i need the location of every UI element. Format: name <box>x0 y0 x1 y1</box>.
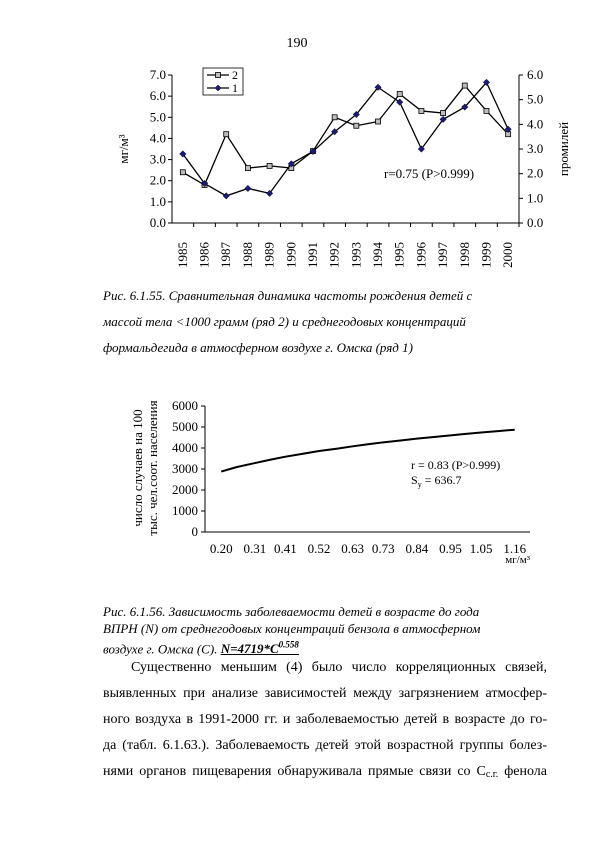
data-point-square <box>484 108 489 113</box>
data-point-square <box>419 108 424 113</box>
caption-line: Рис. 6.1.55. Сравнительная динамика частоты рождения детей с <box>103 288 473 303</box>
x-tick-label: 1997 <box>435 242 451 268</box>
data-point-square <box>224 132 229 137</box>
data-point-diamond <box>245 185 251 191</box>
y-tick-label: 3000 <box>172 461 198 476</box>
body-line: да (табл. 6.1.63.). Заболеваемость детей этой возрастной группы болез- <box>103 738 547 753</box>
body-line: Существенно меньшим (4) было число корреляционных связей, <box>131 660 547 675</box>
data-point-square <box>267 163 272 168</box>
correlation-annotation: r = 0.83 (P>0.999) <box>411 458 501 472</box>
x-tick-label: 1.16 <box>503 541 527 556</box>
x-tick-label: 0.20 <box>209 541 233 556</box>
x-tick-label: 0.84 <box>405 541 429 556</box>
x-tick-label: 1989 <box>261 242 277 268</box>
right-tick-label: 4.0 <box>527 116 544 132</box>
data-point-square <box>462 83 467 88</box>
subscript: с.г. <box>485 769 499 780</box>
caption-line: массой тела <1000 грамм (ряд 2) и среднегодовых концентраций <box>103 314 466 329</box>
x-tick-label: 1986 <box>196 242 212 268</box>
std-error-value: = 636.7 <box>421 473 462 487</box>
x-tick-label: 1.05 <box>469 541 493 556</box>
data-point-square <box>441 111 446 116</box>
x-tick-label: 0.41 <box>274 541 297 556</box>
x-tick-label: 0.95 <box>439 541 462 556</box>
figure-caption-6-1-56 <box>103 603 543 657</box>
left-tick-label: 4.0 <box>149 130 166 146</box>
body-paragraph <box>103 655 547 788</box>
left-tick-label: 5.0 <box>149 109 166 125</box>
y-axis-title: мг/м³ <box>116 134 131 164</box>
left-tick-label: 7.0 <box>149 67 166 82</box>
body-line: выявленных при анализе зависимостей между загрязнением атмосфер- <box>103 686 547 701</box>
y2-axis-title: промилей <box>556 121 571 177</box>
right-tick-label: 0.0 <box>527 215 544 230</box>
chart-formaldehyde-birthweight <box>0 0 594 300</box>
right-tick-label: 3.0 <box>527 141 544 156</box>
x-tick-label: 1987 <box>218 242 234 268</box>
caption-text: воздухе г. Омска (С). <box>103 641 221 657</box>
x-tick-label: 1992 <box>326 242 342 268</box>
data-point-diamond <box>223 193 229 199</box>
body-text: фенола <box>498 764 547 779</box>
x-tick-label: 1995 <box>391 242 407 268</box>
x-tick-label: 1994 <box>370 242 386 268</box>
legend-label: 1 <box>232 81 238 95</box>
x-tick-label: 1990 <box>283 242 299 268</box>
body-text: нями органов пищеварения обнаруживала прямые связи со С <box>103 764 486 779</box>
body-line <box>103 759 547 788</box>
y-tick-label: 5000 <box>172 419 198 434</box>
formula-base: N=4719*C <box>220 641 279 657</box>
y-axis-title-line2: тыс. чел.соот. населения <box>145 400 160 536</box>
x-tick-label: 1999 <box>478 242 494 268</box>
data-point-square <box>354 123 359 128</box>
std-error-subscript: y <box>417 480 422 489</box>
x-tick-label: 2000 <box>500 242 516 268</box>
caption-line: ВПРН (N) от среднегодовых концентраций бензола в атмосферном <box>103 621 481 636</box>
left-tick-label: 0.0 <box>149 215 166 230</box>
page-number: 190 <box>286 36 308 51</box>
legend-label: 2 <box>232 68 238 82</box>
left-tick-label: 2.0 <box>149 172 166 188</box>
y-axis-title-line1: число случаев на 100 <box>130 409 145 527</box>
y-tick-label: 4000 <box>172 440 198 455</box>
x-tick-label: 1993 <box>348 242 364 268</box>
x-tick-label: 1991 <box>304 242 320 268</box>
legend <box>203 68 243 95</box>
right-tick-label: 6.0 <box>527 67 544 82</box>
std-error-annotation <box>411 473 461 489</box>
x-axis-unit: мг/м³ <box>505 554 530 566</box>
left-tick-label: 1.0 <box>149 193 166 209</box>
x-tick-label: 0.73 <box>371 541 395 556</box>
formula-exponent: 0.558 <box>278 640 299 650</box>
figure-caption-6-1-55 <box>103 283 543 361</box>
body-line: ного воздуха в 1991-2000 гг. и заболеваемостью детей в возрасте до го- <box>103 712 547 727</box>
data-point-square <box>245 166 250 171</box>
left-tick-label: 3.0 <box>149 151 166 167</box>
left-tick-label: 6.0 <box>149 88 166 104</box>
data-point-square <box>332 115 337 120</box>
data-point-square <box>376 119 381 124</box>
std-error-symbol: S <box>411 473 418 487</box>
chart-benzene-morbidity <box>0 380 594 580</box>
data-point-square <box>180 170 185 175</box>
x-tick-label: 1998 <box>456 242 472 268</box>
x-tick-label: 0.31 <box>243 541 267 556</box>
x-tick-label: 0.63 <box>341 541 365 556</box>
x-tick-label: 1985 <box>174 242 190 268</box>
right-tick-label: 2.0 <box>527 165 544 181</box>
y-tick-label: 6000 <box>172 398 198 413</box>
x-tick-label: 1988 <box>239 242 255 268</box>
caption-line: Рис. 6.1.56. Зависимость заболеваемости детей в возрасте до года <box>103 604 480 619</box>
x-tick-label: 0.52 <box>307 541 331 556</box>
x-tick-label: 1996 <box>413 242 429 268</box>
y-tick-label: 1000 <box>172 503 198 518</box>
right-tick-label: 5.0 <box>527 91 544 107</box>
caption-line: формальдегида в атмосферном воздухе г. Омска (ряд 1) <box>103 340 413 355</box>
correlation-annotation: r=0.75 (P>0.999) <box>384 166 475 181</box>
y-tick-label: 2000 <box>172 482 198 497</box>
legend-marker-square <box>216 73 221 78</box>
y-tick-label: 0 <box>191 524 198 539</box>
data-point-square <box>397 92 402 97</box>
right-tick-label: 1.0 <box>527 190 544 206</box>
